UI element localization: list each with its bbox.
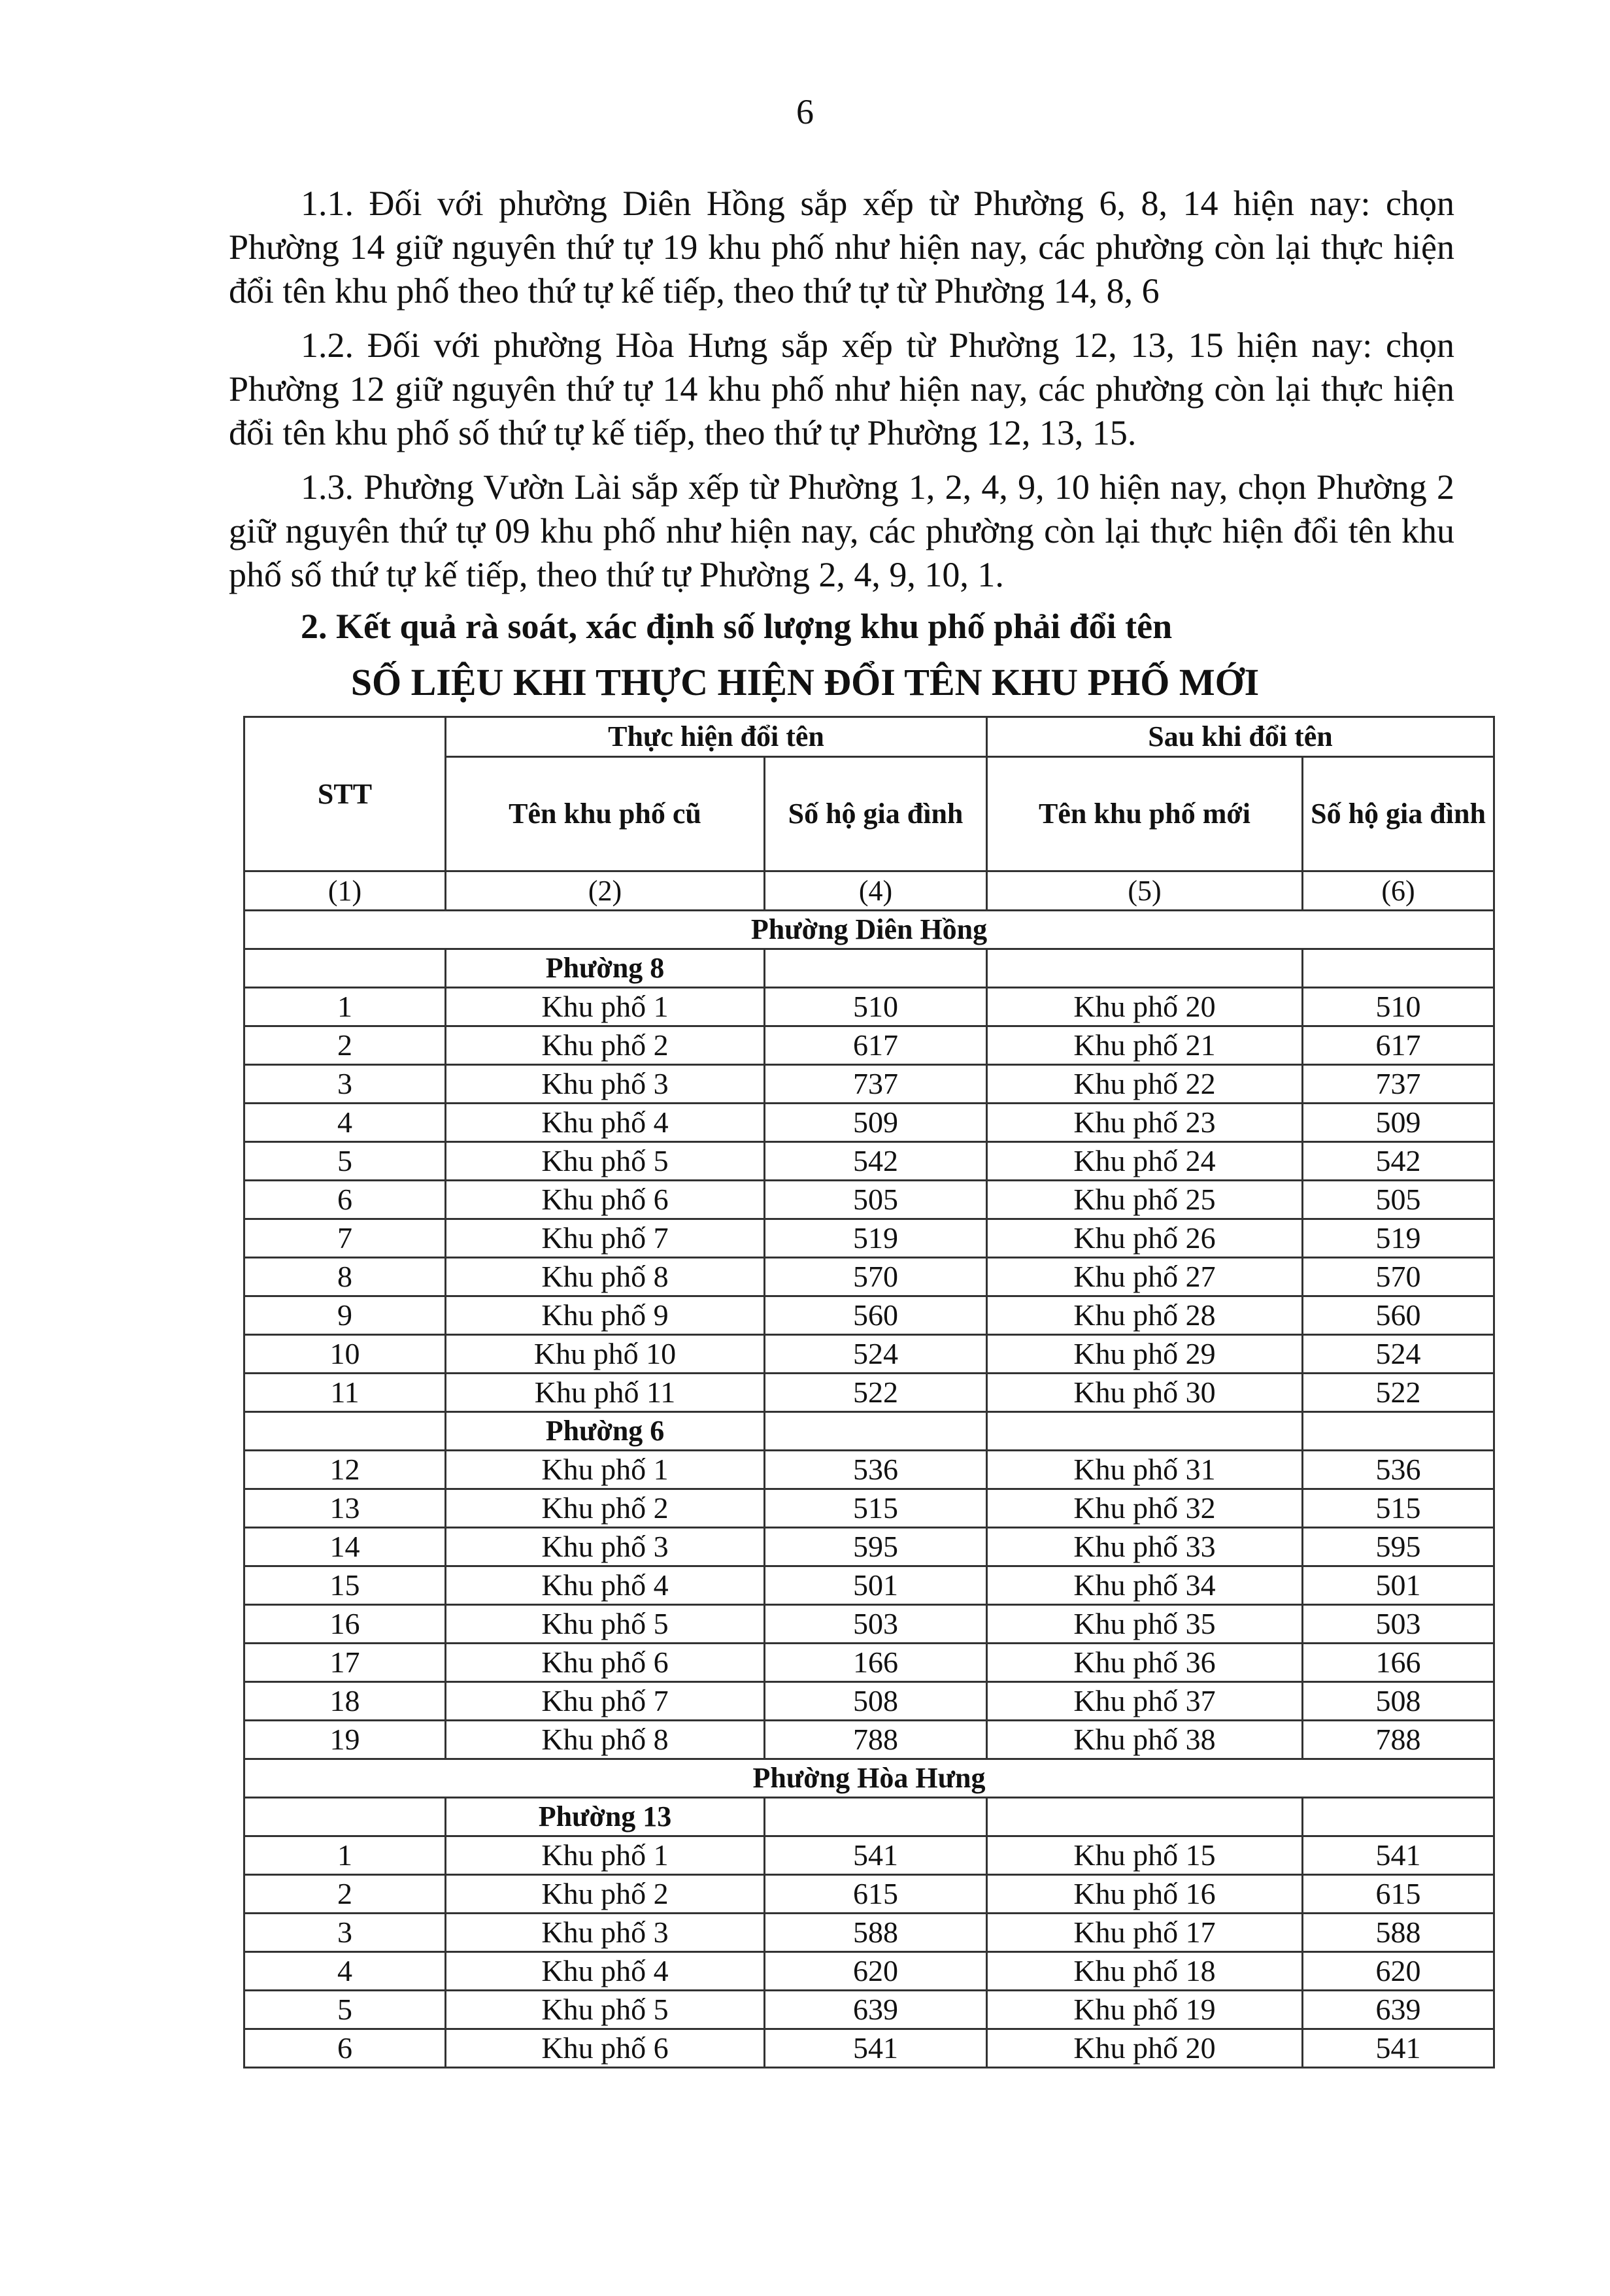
cell-new-name: Khu phố 21 [987,1026,1303,1065]
table-row [244,2029,1494,2068]
table-row [244,1374,1494,1412]
cell-households-new: 509 [1303,1104,1494,1142]
cell-old-name: Khu phố 11 [446,1374,765,1412]
cell-new-name: Khu phố 30 [987,1374,1303,1412]
empty-cell [1303,1412,1494,1451]
cell-households-old: 788 [765,1721,987,1759]
cell-households-new: 615 [1303,1875,1494,1914]
table-row [244,1335,1494,1374]
cell-households-old: 737 [765,1065,987,1104]
cell-households-old: 617 [765,1026,987,1065]
cell-stt: 3 [244,1065,446,1104]
empty-cell [1303,1798,1494,1836]
cell-stt: 4 [244,1952,446,1991]
column-number: (5) [987,871,1303,911]
cell-households-old: 595 [765,1528,987,1566]
cell-new-name: Khu phố 32 [987,1489,1303,1528]
cell-new-name: Khu phố 28 [987,1296,1303,1335]
sub-ward-name: Phường 6 [446,1412,765,1451]
table-row [244,1219,1494,1258]
cell-households-new: 737 [1303,1065,1494,1104]
cell-old-name: Khu phố 1 [446,1836,765,1875]
cell-stt: 4 [244,1104,446,1142]
cell-households-old: 536 [765,1451,987,1489]
sub-ward-row [244,949,1494,988]
empty-cell [244,1798,446,1836]
table-body [244,911,1494,2068]
table-row [244,1721,1494,1759]
cell-old-name: Khu phố 8 [446,1258,765,1296]
cell-households-old: 503 [765,1605,987,1644]
table-row [244,1875,1494,1914]
ward-name: Phường Diên Hồng [244,911,1494,949]
cell-households-old: 505 [765,1181,987,1219]
cell-old-name: Khu phố 10 [446,1335,765,1374]
table-row [244,1451,1494,1489]
cell-households-old: 515 [765,1489,987,1528]
ward-name: Phường Hòa Hưng [244,1759,1494,1798]
empty-cell [244,1412,446,1451]
cell-households-new: 560 [1303,1296,1494,1335]
cell-households-new: 515 [1303,1489,1494,1528]
column-number: (4) [765,871,987,911]
cell-households-new: 501 [1303,1566,1494,1605]
cell-new-name: Khu phố 17 [987,1914,1303,1952]
cell-new-name: Khu phố 31 [987,1451,1303,1489]
column-number: (2) [446,871,765,911]
cell-stt: 2 [244,1875,446,1914]
cell-stt: 10 [244,1335,446,1374]
cell-households-old: 639 [765,1991,987,2029]
header-households-old: Số hộ gia đình [765,757,987,871]
cell-new-name: Khu phố 19 [987,1991,1303,2029]
cell-stt: 15 [244,1566,446,1605]
cell-new-name: Khu phố 16 [987,1875,1303,1914]
cell-old-name: Khu phố 7 [446,1219,765,1258]
cell-stt: 8 [244,1258,446,1296]
table-row [244,1991,1494,2029]
cell-households-old: 541 [765,2029,987,2068]
cell-households-new: 503 [1303,1605,1494,1644]
cell-old-name: Khu phố 2 [446,1026,765,1065]
header-old-name: Tên khu phố cũ [446,757,765,871]
empty-cell [765,949,987,988]
table-row [244,1258,1494,1296]
cell-stt: 7 [244,1219,446,1258]
table-row [244,1836,1494,1875]
sub-ward-name: Phường 8 [446,949,765,988]
cell-old-name: Khu phố 4 [446,1952,765,1991]
table-row [244,988,1494,1026]
table-row [244,1026,1494,1065]
sub-ward-row [244,1412,1494,1451]
cell-new-name: Khu phố 29 [987,1335,1303,1374]
cell-old-name: Khu phố 5 [446,1991,765,2029]
cell-households-new: 505 [1303,1181,1494,1219]
cell-households-old: 620 [765,1952,987,1991]
cell-new-name: Khu phố 15 [987,1836,1303,1875]
paragraph-1-3: 1.3. Phường Vườn Lài sắp xếp từ Phường 1, 2, 4, 9, 10 hiện nay, chọn Phường 2 giữ nguyên thứ tự 09 khu phố như hiện nay, các phường còn lại thực hiện đổi tên khu phố số thứ tự kế tiếp, theo thứ tự Phường 2, 4, 9, 10, 1. [229,467,1454,594]
header-new-name: Tên khu phố mới [987,757,1303,871]
cell-households-new: 519 [1303,1219,1494,1258]
cell-stt: 6 [244,1181,446,1219]
cell-households-old: 541 [765,1836,987,1875]
cell-households-old: 166 [765,1644,987,1682]
cell-old-name: Khu phố 1 [446,988,765,1026]
table-row [244,1605,1494,1644]
cell-households-old: 542 [765,1142,987,1181]
cell-new-name: Khu phố 36 [987,1644,1303,1682]
table-row [244,1181,1494,1219]
cell-old-name: Khu phố 8 [446,1721,765,1759]
cell-stt: 1 [244,988,446,1026]
cell-old-name: Khu phố 6 [446,1644,765,1682]
empty-cell [987,1412,1303,1451]
cell-old-name: Khu phố 9 [446,1296,765,1335]
cell-households-old: 588 [765,1914,987,1952]
cell-stt: 17 [244,1644,446,1682]
renaming-table [243,716,1495,2068]
table-row [244,1566,1494,1605]
cell-households-old: 570 [765,1258,987,1296]
cell-stt: 14 [244,1528,446,1566]
table-row [244,1104,1494,1142]
cell-stt: 18 [244,1682,446,1721]
cell-old-name: Khu phố 5 [446,1142,765,1181]
ward-row [244,1759,1494,1798]
cell-stt: 5 [244,1142,446,1181]
paragraph-1-2: 1.2. Đối với phường Hòa Hưng sắp xếp từ Phường 12, 13, 15 hiện nay: chọn Phường 12 giữ nguyên thứ tự 14 khu phố như hiện nay, các phường còn lại thực hiện đổi tên khu phố số thứ tự kế tiếp, theo thứ tự Phường 12, 13, 15. [229,326,1454,452]
cell-households-old: 519 [765,1219,987,1258]
cell-households-new: 541 [1303,2029,1494,2068]
cell-new-name: Khu phố 34 [987,1566,1303,1605]
cell-stt: 2 [244,1026,446,1065]
cell-stt: 1 [244,1836,446,1875]
cell-new-name: Khu phố 23 [987,1104,1303,1142]
empty-cell [765,1798,987,1836]
cell-households-new: 542 [1303,1142,1494,1181]
cell-households-new: 570 [1303,1258,1494,1296]
cell-new-name: Khu phố 18 [987,1952,1303,1991]
cell-households-new: 639 [1303,1991,1494,2029]
cell-old-name: Khu phố 4 [446,1104,765,1142]
cell-new-name: Khu phố 27 [987,1258,1303,1296]
cell-new-name: Khu phố 38 [987,1721,1303,1759]
table-row [244,1528,1494,1566]
empty-cell [1303,949,1494,988]
empty-cell [987,1798,1303,1836]
sub-ward-name: Phường 13 [446,1798,765,1836]
table-row [244,1682,1494,1721]
section-heading: 2. Kết quả rà soát, xác định số lượng khu phố phải đổi tên [301,607,1173,646]
cell-households-new: 620 [1303,1952,1494,1991]
empty-cell [987,949,1303,988]
cell-new-name: Khu phố 35 [987,1605,1303,1644]
cell-households-new: 524 [1303,1335,1494,1374]
sub-ward-row [244,1798,1494,1836]
cell-households-new: 536 [1303,1451,1494,1489]
table-row [244,1489,1494,1528]
cell-stt: 5 [244,1991,446,2029]
cell-old-name: Khu phố 2 [446,1875,765,1914]
header-stt: STT [244,717,446,871]
cell-households-new: 788 [1303,1721,1494,1759]
table-row [244,1952,1494,1991]
table-row [244,1142,1494,1181]
cell-stt: 6 [244,2029,446,2068]
cell-old-name: Khu phố 3 [446,1528,765,1566]
cell-new-name: Khu phố 37 [987,1682,1303,1721]
cell-households-old: 508 [765,1682,987,1721]
cell-old-name: Khu phố 2 [446,1489,765,1528]
cell-old-name: Khu phố 1 [446,1451,765,1489]
cell-stt: 3 [244,1914,446,1952]
table-row [244,1065,1494,1104]
cell-households-old: 522 [765,1374,987,1412]
cell-stt: 9 [244,1296,446,1335]
cell-households-old: 509 [765,1104,987,1142]
header-group-after: Sau khi đổi tên [987,717,1494,757]
table-title: SỐ LIỆU KHI THỰC HIỆN ĐỔI TÊN KHU PHỐ MỚI [350,661,1260,703]
cell-old-name: Khu phố 7 [446,1682,765,1721]
header-group-rename: Thực hiện đổi tên [446,717,987,757]
cell-old-name: Khu phố 3 [446,1065,765,1104]
cell-new-name: Khu phố 20 [987,2029,1303,2068]
cell-stt: 11 [244,1374,446,1412]
header-households-new: Số hộ gia đình [1303,757,1494,871]
cell-households-new: 522 [1303,1374,1494,1412]
cell-households-new: 166 [1303,1644,1494,1682]
cell-new-name: Khu phố 33 [987,1528,1303,1566]
cell-households-new: 541 [1303,1836,1494,1875]
column-number: (6) [1303,871,1494,911]
cell-households-old: 524 [765,1335,987,1374]
cell-households-new: 595 [1303,1528,1494,1566]
table-row [244,1914,1494,1952]
cell-new-name: Khu phố 26 [987,1219,1303,1258]
paragraph-1-1: 1.1. Đối với phường Diên Hồng sắp xếp từ Phường 6, 8, 14 hiện nay: chọn Phường 14 giữ nguyên thứ tự 19 khu phố như hiện nay, các phường còn lại thực hiện đổi tên khu phố theo thứ tự kế tiếp, theo thứ tự từ Phường 14, 8, 6 [229,184,1454,311]
cell-stt: 13 [244,1489,446,1528]
empty-cell [244,949,446,988]
cell-old-name: Khu phố 6 [446,1181,765,1219]
cell-new-name: Khu phố 22 [987,1065,1303,1104]
cell-stt: 16 [244,1605,446,1644]
ward-row [244,911,1494,949]
cell-households-new: 588 [1303,1914,1494,1952]
cell-households-new: 508 [1303,1682,1494,1721]
cell-new-name: Khu phố 20 [987,988,1303,1026]
cell-new-name: Khu phố 25 [987,1181,1303,1219]
cell-households-new: 617 [1303,1026,1494,1065]
cell-old-name: Khu phố 5 [446,1605,765,1644]
cell-old-name: Khu phố 4 [446,1566,765,1605]
cell-households-old: 615 [765,1875,987,1914]
cell-old-name: Khu phố 6 [446,2029,765,2068]
cell-old-name: Khu phố 3 [446,1914,765,1952]
table-row [244,1296,1494,1335]
column-number: (1) [244,871,446,911]
empty-cell [765,1412,987,1451]
cell-stt: 19 [244,1721,446,1759]
page-number: 6 [796,92,814,131]
cell-new-name: Khu phố 24 [987,1142,1303,1181]
cell-households-old: 560 [765,1296,987,1335]
cell-households-new: 510 [1303,988,1494,1026]
table-row [244,1644,1494,1682]
cell-households-old: 501 [765,1566,987,1605]
cell-stt: 12 [244,1451,446,1489]
cell-households-old: 510 [765,988,987,1026]
